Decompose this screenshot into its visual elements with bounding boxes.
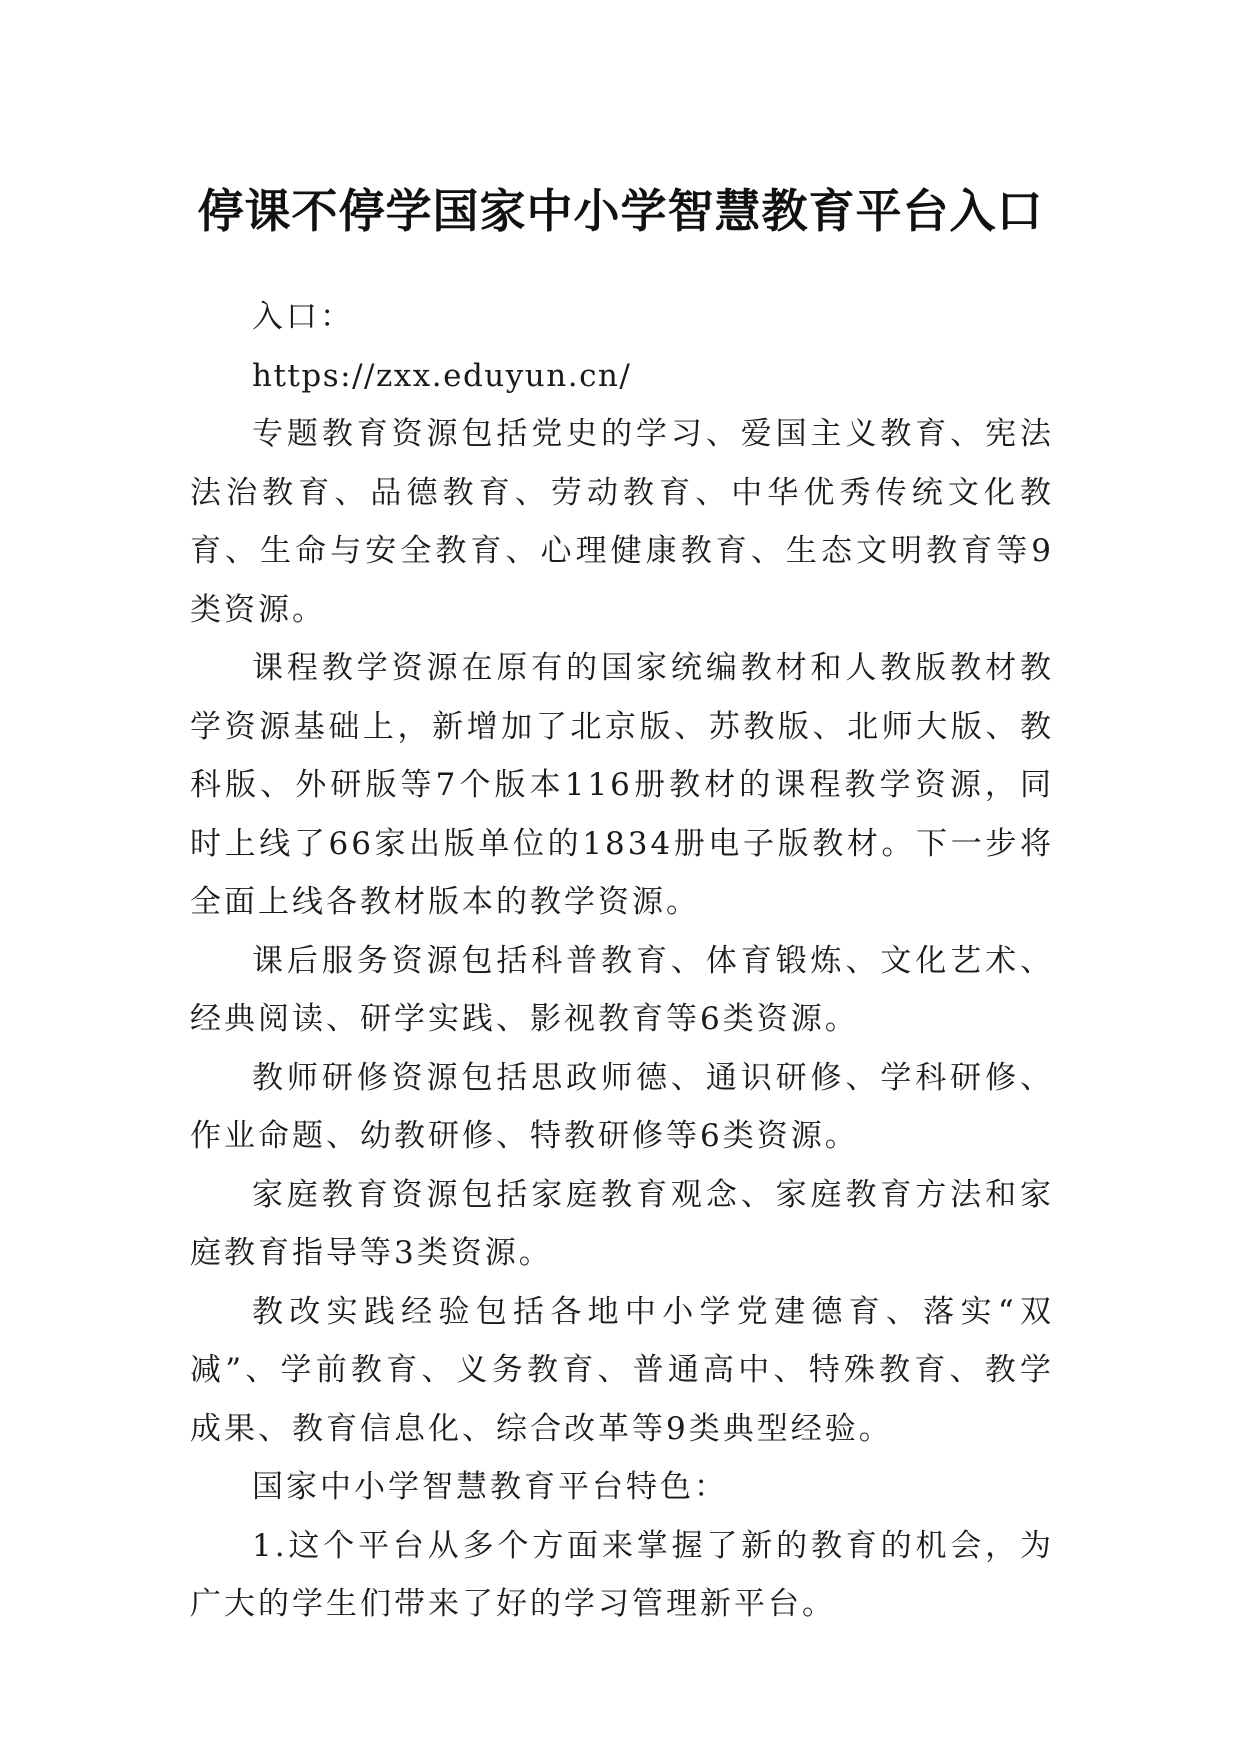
paragraph-family-education-resources: 家庭教育资源包括家庭教育观念、家庭教育方法和家庭教育指导等3类资源。 xyxy=(190,1176,1054,1271)
feature-item-1: 1.这个平台从多个方面来掌握了新的教育的机会，为广大的学生们带来了好的学习管理新平台。 xyxy=(190,1527,1054,1622)
entry-url: https://zxx.eduyun.cn/ xyxy=(252,357,632,394)
platform-features-heading: 国家中小学智慧教育平台特色： xyxy=(252,1469,728,1505)
paragraph-topic-resources: 专题教育资源包括党史的学习、爱国主义教育、宪法法治教育、品德教育、劳动教育、中华优秀传统文化教育、生命与安全教育、心理健康教育、生态文明教育等9类资源。 xyxy=(190,416,1054,628)
document-body xyxy=(190,288,1054,1634)
document-title: 停课不停学国家中小学智慧教育平台入口 xyxy=(197,183,1044,238)
paragraph-course-resources: 课程教学资源在原有的国家统编教材和人教版教材教学资源基础上，新增加了北京版、苏教版、北师大版、教科版、外研版等7个版本116册教材的课程教学资源，同时上线了66家出版单位的1834册电子版教材。下一步将全面上线各教材版本的教学资源。 xyxy=(190,650,1054,920)
paragraph-after-school-resources: 课后服务资源包括科普教育、体育锻炼、文化艺术、经典阅读、研学实践、影视教育等6类资源。 xyxy=(190,942,1054,1037)
entry-label: 入口： xyxy=(252,299,354,335)
paragraph-reform-practice: 教改实践经验包括各地中小学党建德育、落实“双减”、学前教育、义务教育、普通高中、特殊教育、教学成果、教育信息化、综合改革等9类典型经验。 xyxy=(190,1293,1054,1447)
paragraph-teacher-training-resources: 教师研修资源包括思政师德、通识研修、学科研修、作业命题、幼教研修、特教研修等6类资源。 xyxy=(190,1059,1054,1154)
